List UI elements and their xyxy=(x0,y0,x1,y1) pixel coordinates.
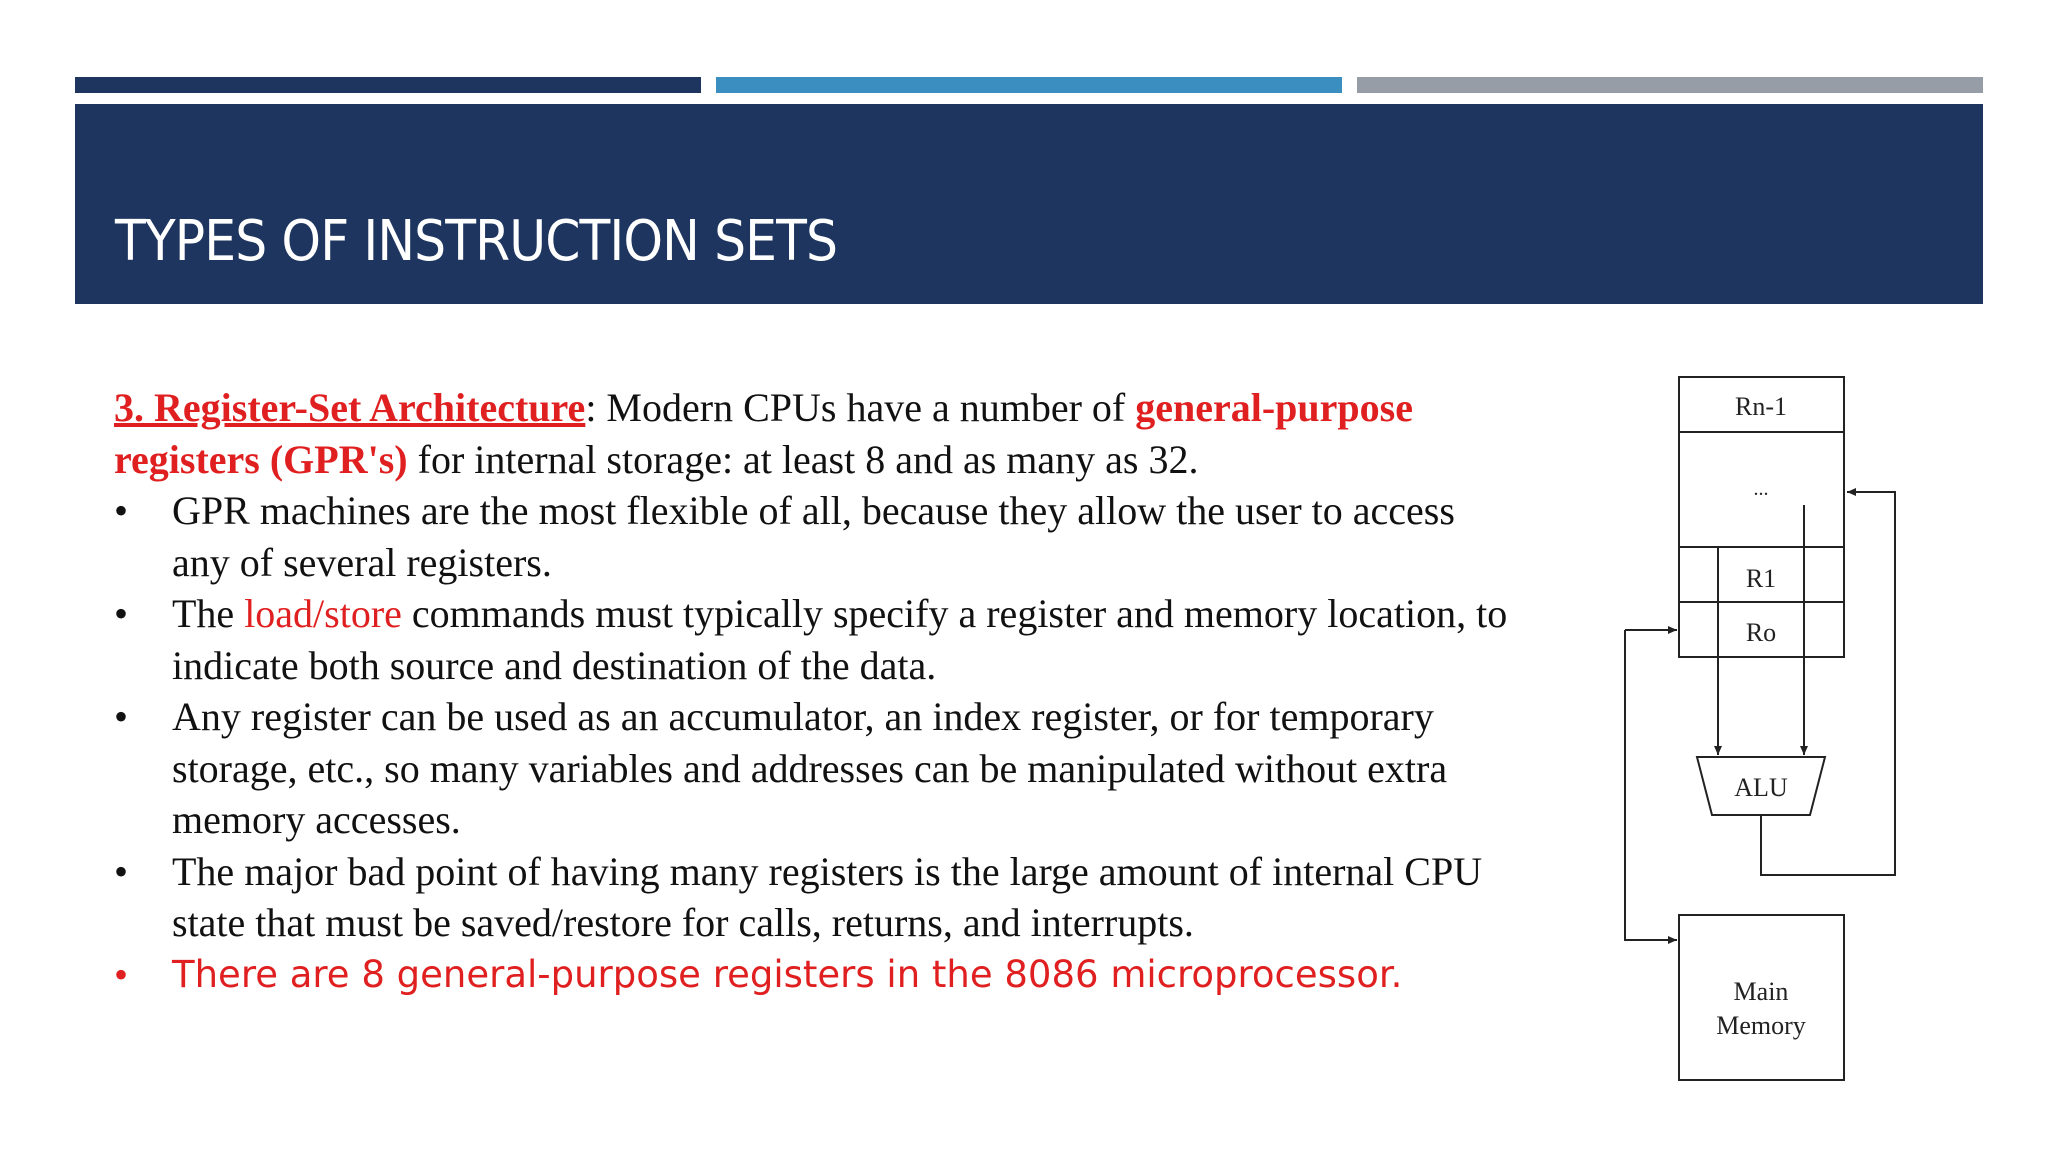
register-r0-label: Ro xyxy=(1745,618,1777,647)
alu-label: ALU xyxy=(1734,773,1788,802)
load-store-highlight: load/store xyxy=(244,591,402,636)
register-rn-1-label: Rn-1 xyxy=(1735,392,1787,421)
bullet-item-highlight xyxy=(114,949,1514,1001)
memory-label-line2: Memory xyxy=(1716,1011,1806,1040)
bullet-list xyxy=(114,485,1514,1000)
title-band xyxy=(75,104,1983,304)
bullet-item xyxy=(114,485,1514,588)
slide-body xyxy=(114,382,1514,1000)
register-diagram xyxy=(1600,360,1920,1100)
register-to-memory-arrow xyxy=(1625,630,1677,940)
bullet-text: The major bad point of having many registers is the large amount of internal CPU state that must be saved/restore for calls, returns, and interrupts. xyxy=(172,848,1483,945)
accent-bar-blue xyxy=(716,77,1342,93)
bullet-dot: • xyxy=(114,488,129,533)
intro-text-1: : Modern CPUs have a number of xyxy=(585,385,1136,430)
bullet-text-pre: The xyxy=(172,591,245,636)
bullet-item xyxy=(114,846,1514,949)
bullet-text: GPR machines are the most flexible of all, because they allow the user to access any of several registers. xyxy=(172,488,1455,585)
accent-bar-dark xyxy=(75,77,701,93)
alu-feedback-arrow xyxy=(1761,492,1895,875)
gpr-highlight: general-purpose registers (GPR's) xyxy=(114,385,1413,482)
bullet-dot: • xyxy=(114,694,129,739)
bullet-text: There are 8 general-purpose registers in the 8086 microprocessor. xyxy=(172,952,1403,996)
section-heading: 3. Register-Set Architecture xyxy=(114,385,586,430)
bullet-text: Any register can be used as an accumulator, an index register, or for temporary storage, etc., so many variables and addresses can be manipulated without extra memory accesses. xyxy=(172,694,1448,842)
accent-bar-gray xyxy=(1357,77,1983,93)
bullet-text-post: commands must typically specify a register and memory location, to indicate both source and destination of the data. xyxy=(172,591,1508,688)
intro-text-2: for internal storage: at least 8 and as many as 32. xyxy=(407,436,1199,482)
bullet-item xyxy=(114,588,1514,691)
intro-paragraph xyxy=(114,382,1514,485)
register-ellipsis-label: ... xyxy=(1753,478,1769,500)
bullet-dot: • xyxy=(114,848,129,894)
bullet-dot: • xyxy=(114,591,129,636)
register-r1-label: R1 xyxy=(1745,564,1777,593)
bullet-item xyxy=(114,691,1514,846)
memory-label-line1: Main xyxy=(1733,977,1789,1006)
bullet-dot: • xyxy=(114,951,129,997)
slide-title: TYPES OF INSTRUCTION SETS xyxy=(115,209,838,274)
